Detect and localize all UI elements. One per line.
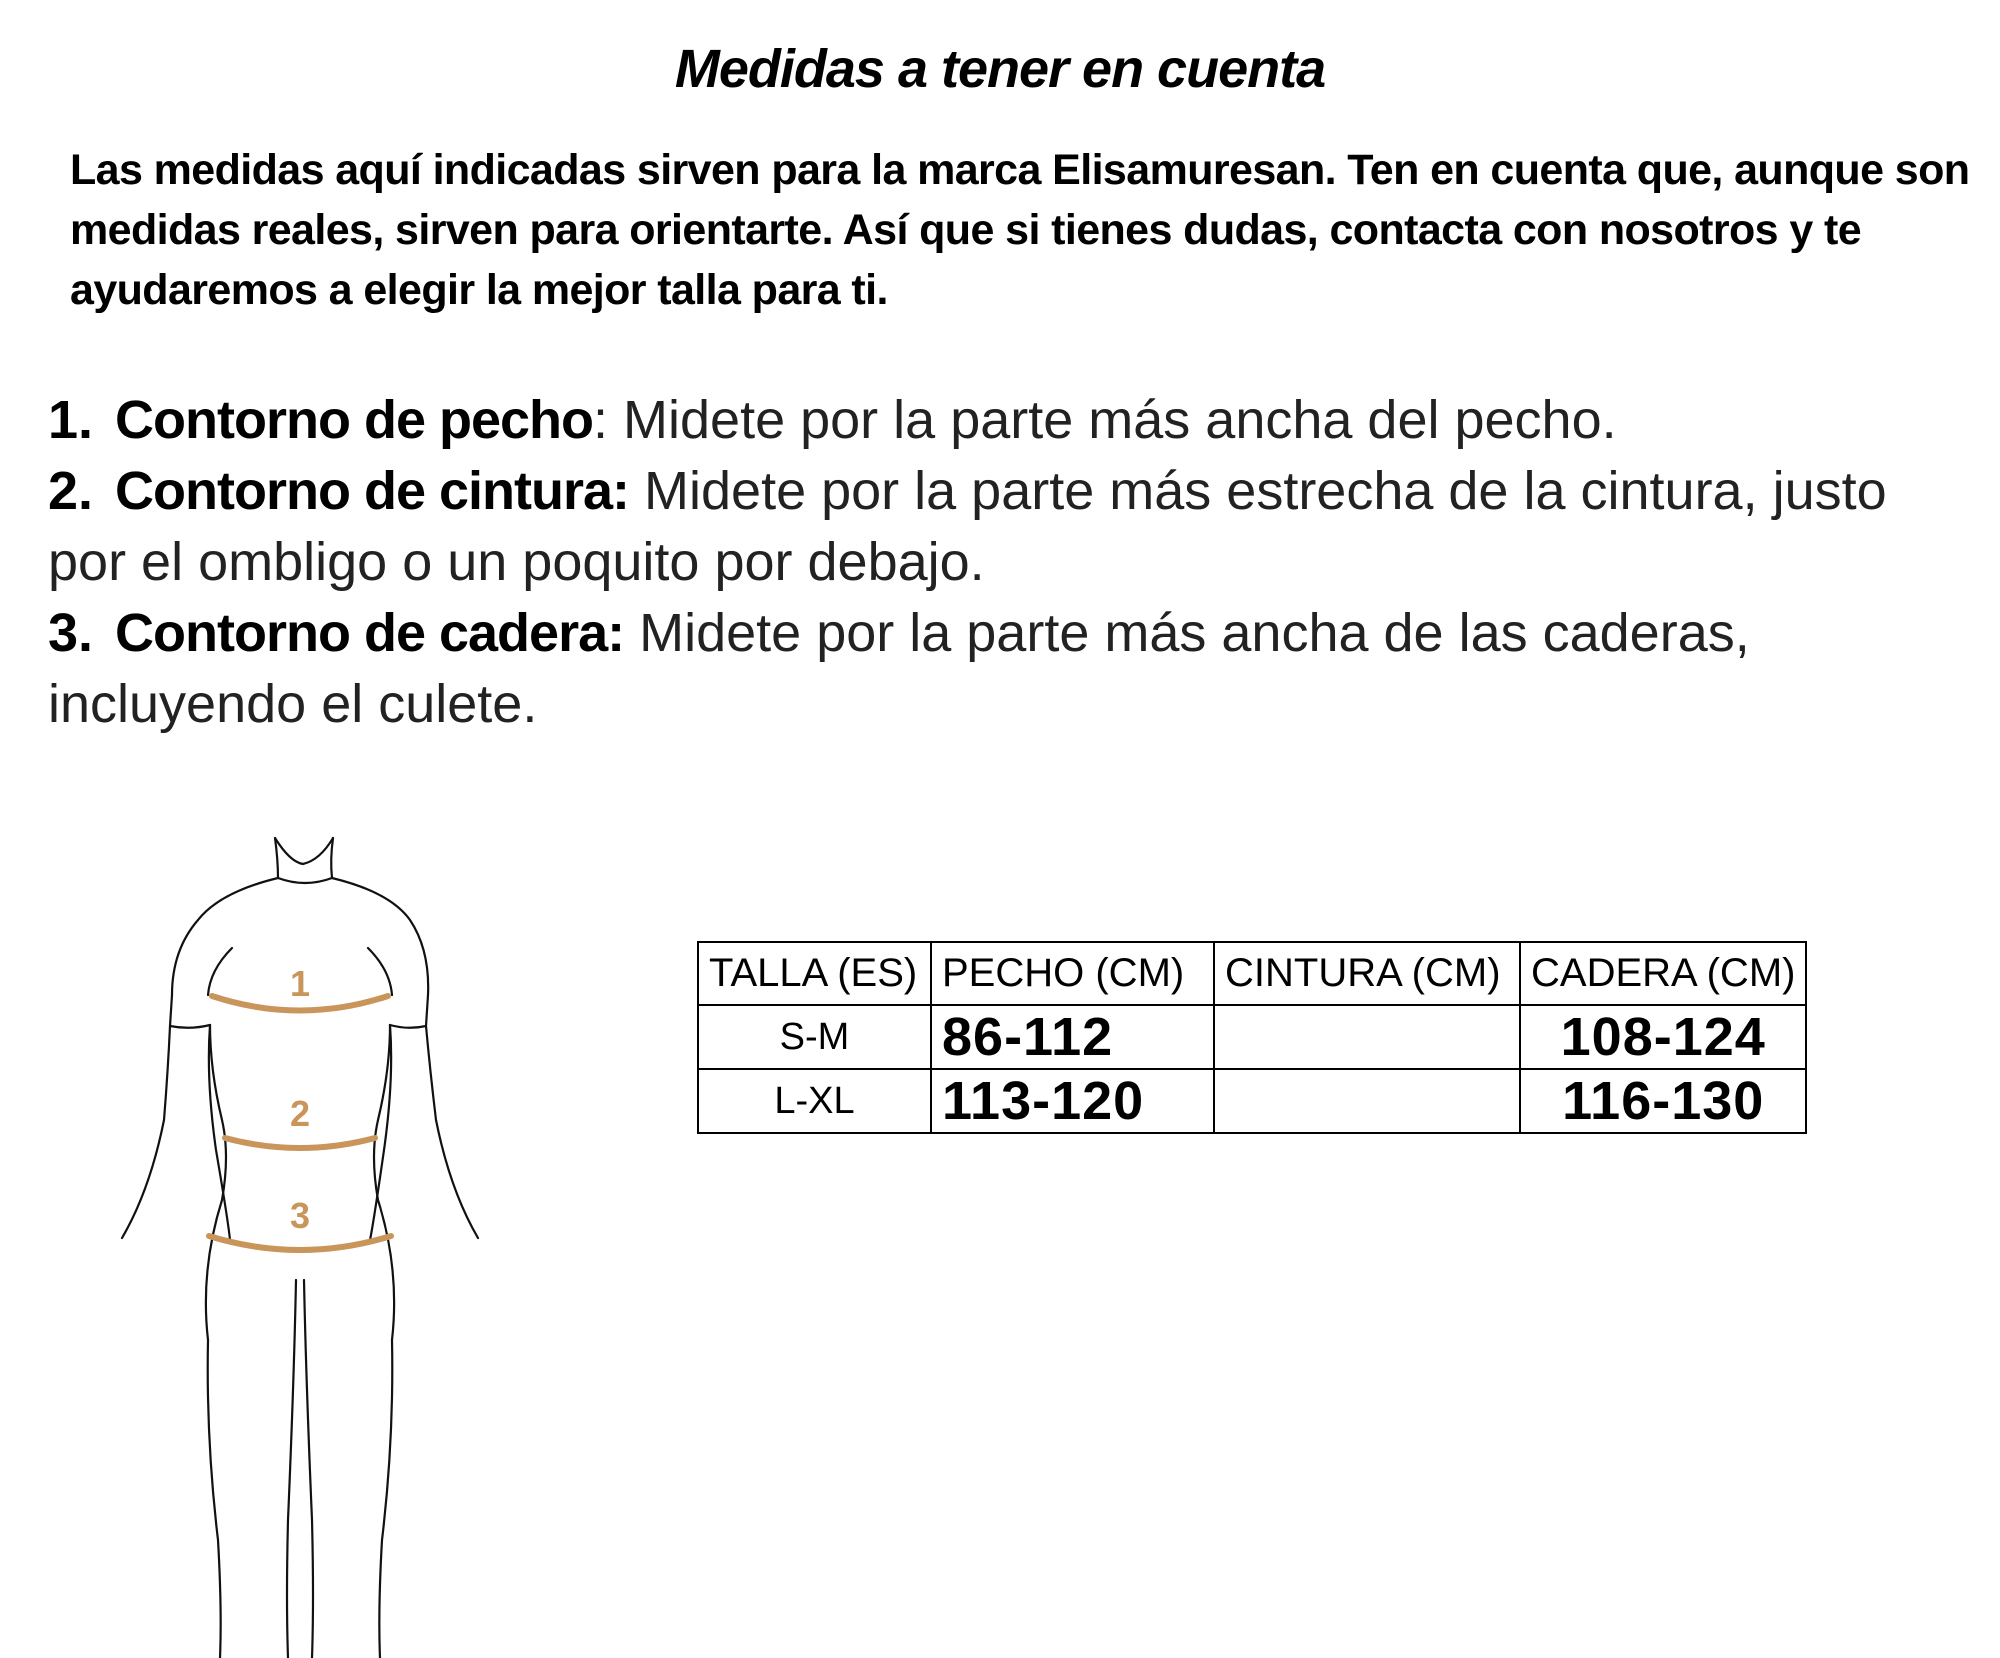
step-waist — [48, 456, 1968, 598]
cell-chest: 113-120 — [931, 1069, 1214, 1133]
cell-hip: 116-130 — [1520, 1069, 1806, 1133]
label-hip: 3 — [289, 1195, 311, 1236]
cell-size: S-M — [698, 1005, 931, 1069]
cell-waist — [1214, 1005, 1520, 1069]
header-size: TALLA (ES) — [698, 942, 931, 1005]
label-chest: 1 — [289, 963, 311, 1004]
header-chest: PECHO (CM) — [931, 942, 1214, 1005]
step-text: Midete por la parte más ancha de las caderas, incluyendo el culete. — [48, 603, 1750, 734]
table-row — [698, 1069, 1806, 1133]
table-row — [698, 1005, 1806, 1069]
cell-chest: 86-112 — [931, 1005, 1214, 1069]
intro-line: ayudaremos a elegir la mejor talla para ti. — [70, 266, 888, 314]
intro-line: Las medidas aquí indicadas sirven para la marca Elisamuresan. Ten en cuenta que, aunque son — [70, 146, 1970, 194]
body-outline-icon — [110, 820, 490, 1658]
size-table — [697, 941, 1807, 1134]
step-term: Contorno de cintura: — [115, 461, 630, 521]
step-number: 2. — [48, 461, 94, 521]
page-title: Medidas a tener en cuenta — [674, 39, 1326, 99]
step-separator: : — [593, 390, 609, 450]
intro-line: medidas reales, sirven para orientarte. Así que si tienes dudas, contacta con nosotros y te — [70, 206, 1862, 254]
step-chest — [48, 385, 1968, 456]
label-waist: 2 — [289, 1093, 311, 1134]
header-waist: CINTURA (CM) — [1214, 942, 1520, 1005]
cell-waist — [1214, 1069, 1520, 1133]
step-term: Contorno de pecho — [115, 390, 594, 450]
step-term: Contorno de cadera: — [115, 603, 625, 663]
step-text: Midete por la parte más ancha del pecho. — [608, 390, 1617, 450]
step-text: Midete por la parte más estrecha de la cintura, justo por el ombligo o un poquito por debajo. — [48, 461, 1887, 592]
cell-size: L-XL — [698, 1069, 931, 1133]
header-hip: CADERA (CM) — [1520, 942, 1806, 1005]
table-header-row — [698, 942, 1806, 1005]
step-hip — [48, 598, 1968, 740]
body-figure — [110, 820, 490, 1658]
cell-hip: 108-124 — [1520, 1005, 1806, 1069]
step-number: 3. — [48, 603, 94, 663]
step-number: 1. — [48, 390, 94, 450]
intro-paragraph — [70, 140, 1970, 320]
measurement-steps — [48, 385, 1968, 740]
